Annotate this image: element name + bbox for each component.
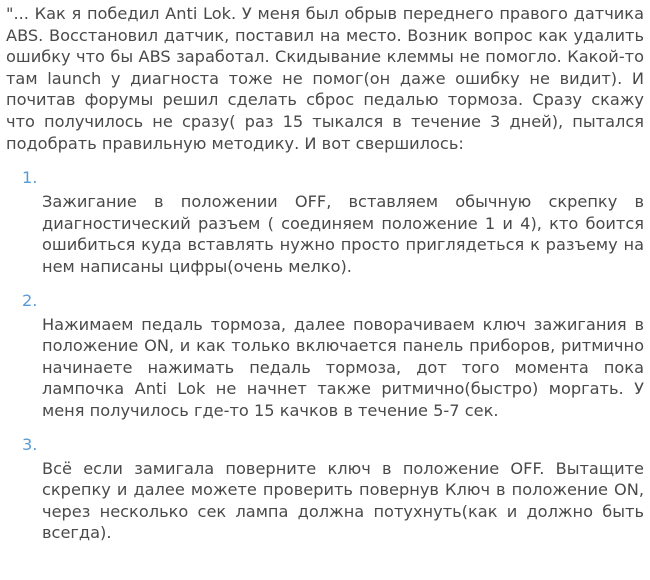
intro-paragraph: "... Как я победил Anti Lok. У меня был обрыв переднего правого датчика ABS. Восстановил датчик, поставил на место. Возник вопрос как удалить ошибку что бы ABS заработал. Скидывание клеммы не помогло. Какой-то там launch у диагноста тоже не помог(он даже ошибку не видит). И почитав форумы решил сделать сброс педалью тормоза. Сразу скажу что получилось не сразу( раз 15 тыкался в течение 3 дней), пытался подобрать правильную методику. И вот свершилось: (6, 4, 644, 153)
step-text: Всё если замигала поверните ключ в положение OFF. Вытащите скрепку и далее можете проверить повернув Ключ в положение ON, через несколько сек лампа должна потухнуть(как и должно быть всегда). (42, 458, 644, 543)
step-text: Зажигание в положении OFF, вставляем обычную скрепку в диагностический разъем ( соединяем положение 1 и 4), кто боится ошибиться куда вставлять нужно просто приглядеться к разъему на нем написаны цифры(очень мелко). (42, 192, 644, 276)
list-item (6, 290, 644, 422)
steps-list (6, 167, 644, 544)
step-number: 3. (22, 434, 38, 454)
step-number: 2. (22, 290, 38, 310)
list-item (6, 167, 644, 277)
step-text: Нажимаем педаль тормоза, далее поворачиваем ключ зажигания в положение ON, и как только включается панель приборов, ритмично начинаете нажимать педаль тормоза, дот того момента пока лампочка Anti Lok не начнет также ритмично(быстро) моргать. У меня получилось где-то 15 качков в течение 5-7 сек. (42, 314, 644, 420)
list-item (6, 434, 644, 544)
step-number: 1. (22, 168, 38, 188)
